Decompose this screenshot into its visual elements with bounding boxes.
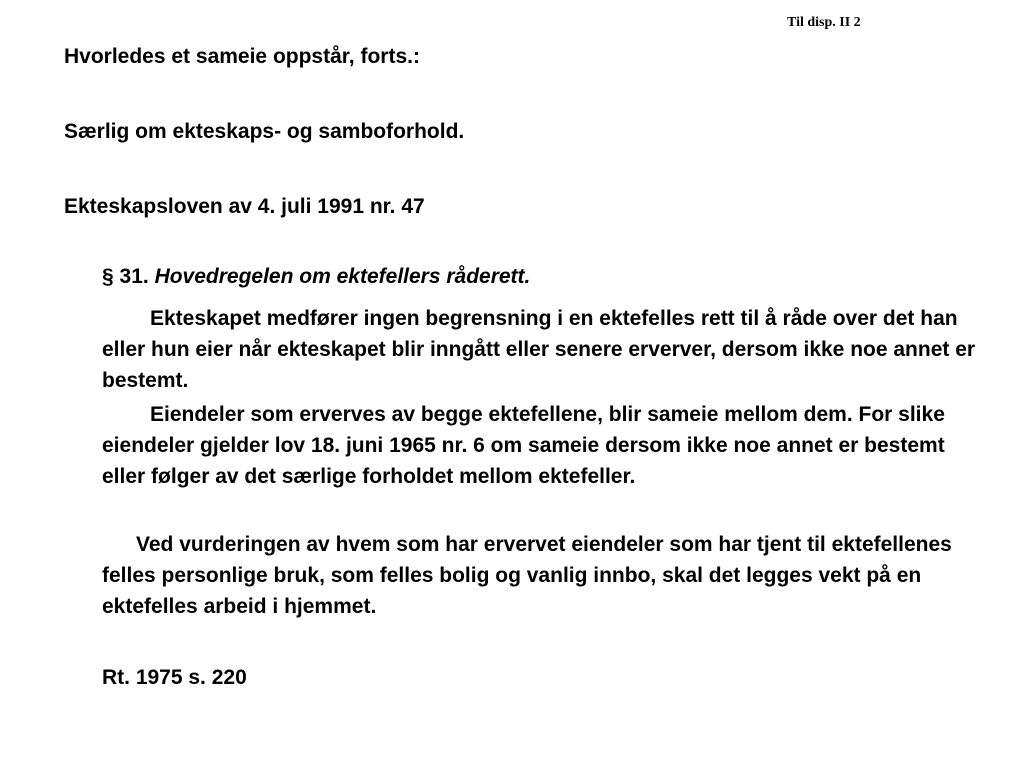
- slide-subtitle: Særlig om ekteskaps- og samboforhold.: [64, 120, 465, 143]
- case-reference: Rt. 1975 s. 220: [102, 666, 247, 689]
- paragraph-1: Ekteskapet medfører ingen begrensning i en ektefelles rett til å råde over det han eller hun eier når ekteskapet blir inngått eller senere erverver, dersom ikke noe annet er bestemt.: [102, 307, 976, 392]
- slide-title: Hvorledes et sameie oppstår, forts.:: [64, 45, 420, 68]
- paragraph-2: Eiendeler som erverves av begge ektefellene, blir sameie mellom dem. For slike eiendeler gjelder lov 18. juni 1965 nr. 6 om sameie dersom ikke noe annet er bestemt eller følger av det særlige forholdet mellom ektefeller.: [102, 403, 945, 488]
- section-heading: [102, 265, 530, 289]
- section-number: § 31.: [102, 265, 149, 288]
- section-title: Hovedregelen om ektefellers råderett.: [154, 265, 531, 288]
- paragraph-3: Ved vurderingen av hvem som har ervervet eiendeler som har tjent til ektefellenes felles personlige bruk, som felles bolig og vanlig innbo, skal det legges vekt på en ektefelles arbeid i hjemmet.: [102, 533, 952, 618]
- law-reference: Ekteskapsloven av 4. juli 1991 nr. 47: [64, 195, 425, 218]
- page-reference: Til disp. II 2: [787, 15, 861, 30]
